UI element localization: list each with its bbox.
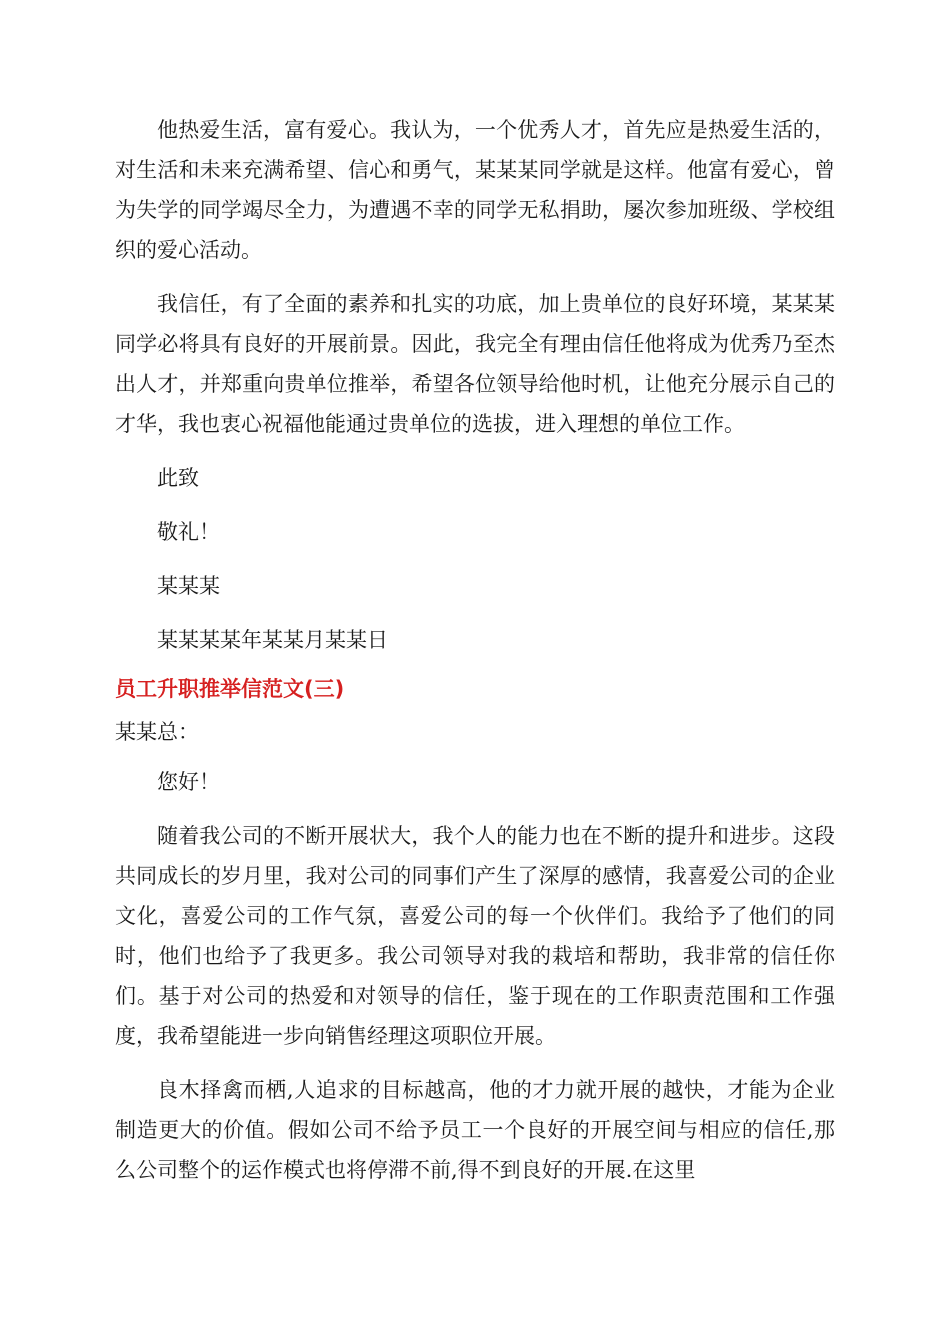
closing-jing-li: 敬礼！	[157, 520, 220, 544]
body-paragraph-development-space: 良木择禽而栖,人追求的目标越高，他的才力就开展的越快，才能为企业制造更大的价值。假如公司不给予员工一个良好的开展空间与相应的信任,那么公司整个的运作模式也将停滞不前,得不到良好的开展.在这里	[115, 1078, 835, 1182]
document-page	[115, 110, 835, 1204]
signature-date: 某某某某年某某月某某日	[157, 628, 388, 652]
body-paragraph-company-growth: 随着我公司的不断开展状大，我个人的能力也在不断的提升和进步。这段共同成长的岁月里，我对公司的同事们产生了深厚的感情，我喜爱公司的企业文化，喜爱公司的工作气氛，喜爱公司的每一个伙伴们。我给予了他们的同时，他们也给予了我更多。我公司领导对我的栽培和帮助，我非常的信任你们。基于对公司的热爱和对领导的信任，鉴于现在的工作职责范围和工作强度，我希望能进一步向销售经理这项职位开展。	[115, 824, 835, 1048]
signature: 某某某	[157, 574, 220, 598]
salutation: 某某总：	[115, 720, 199, 744]
section-heading: 员工升职推举信范文(三)	[115, 677, 345, 701]
body-paragraph-love-of-life: 他热爱生活，富有爱心。我认为，一个优秀人才，首先应是热爱生活的，对生活和未来充满希望、信心和勇气，某某某同学就是这样。他富有爱心，曾为失学的同学竭尽全力，为遭遇不幸的同学无私捐助，屡次参加班级、学校组织的爱心活动。	[115, 118, 835, 262]
body-paragraph-recommendation: 我信任，有了全面的素养和扎实的功底，加上贵单位的良好环境，某某某同学必将具有良好的开展前景。因此，我完全有理由信任他将成为优秀乃至杰出人才，并郑重向贵单位推举，希望各位领导给他时机，让他充分展示自己的才华，我也衷心祝福他能通过贵单位的选拔，进入理想的单位工作。	[115, 292, 835, 436]
greeting: 您好！	[157, 770, 220, 794]
closing-ci-zhi: 此致	[157, 466, 199, 490]
